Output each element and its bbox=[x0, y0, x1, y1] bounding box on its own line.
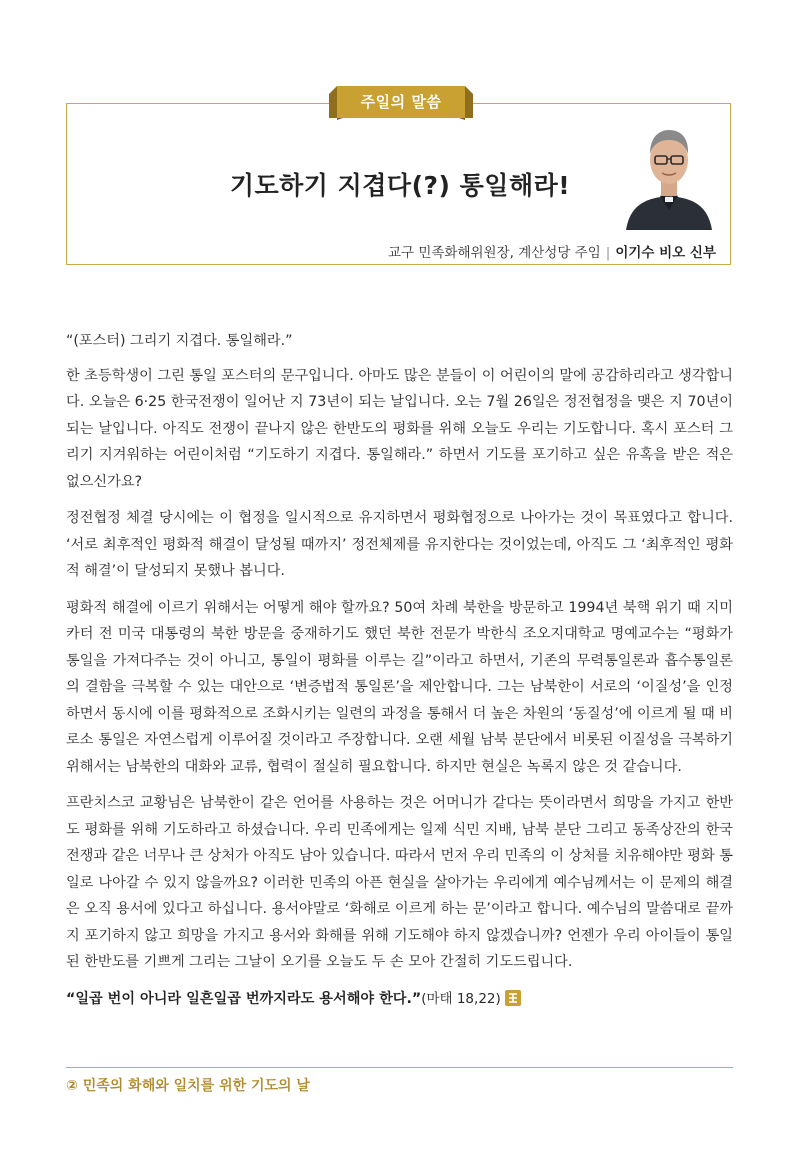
paragraph-opening-quote: “(포스터) 그리기 지겹다. 통일해라.” bbox=[66, 333, 293, 349]
closing-scripture-quote bbox=[66, 986, 733, 1013]
author-portrait-photo bbox=[622, 120, 716, 230]
article-body bbox=[66, 328, 733, 1022]
byline-separator: | bbox=[605, 245, 611, 261]
section-tag-label: 주일의 말씀 bbox=[360, 93, 442, 111]
end-mark-icon bbox=[505, 990, 521, 1006]
footer-divider bbox=[66, 1067, 733, 1068]
author-byline bbox=[388, 241, 716, 261]
footer-note: ② 민족의 화해와 일치를 위한 기도의 날 bbox=[66, 1078, 310, 1094]
paragraph-3: 평화적 해결에 이르기 위해서는 어떻게 해야 할까요? 50여 차례 북한을 방문하고 1994년 북핵 위기 때 지미 카터 전 미국 대통령의 북한 방문을 중재하기도 했던 북한 전문가 박한식 조오지대학교 명예교수는 “평화가 통일을 가져다주는 것이 아니고, 통일이 평화를 이루는 길”이라고 하면서, 기존의 무력통일론과 흡수통일론의 결함을 극복할 수 있는 대안으로 ‘변증법적 통일론’을 제안합니다. 그는 남북한이 서로의 ‘이질성’을 인정하면서 동시에 이를 평화적으로 조화시키는 일련의 과정을 통해서 더 높은 차원의 ‘동질성’에 이르게 될 때 비로소 통일은 자연스럽게 이루어질 것이라고 주장합니다. 오랜 세월 남북 분단에서 비롯된 이질성을 극복하기 위해서는 남북한의 대화와 교류, 협력이 절실히 필요합니다. 하지만 현실은 녹록지 않은 것 같습니다. bbox=[66, 599, 733, 775]
paragraph-4: 프란치스코 교황님은 남북한이 같은 언어를 사용하는 것은 어머니가 같다는 뜻이라면서 희망을 가지고 한반도 평화를 위해 기도하라고 하셨습니다. 우리 민족에게는 일제 식민 지배, 남북 분단 그리고 동족상잔의 한국전쟁과 같은 너무나 큰 상처가 아직도 남아 있습니다. 따라서 먼저 우리 민족의 이 상처를 치유해야만 평화 통일로 나아갈 수 있지 않을까요? 이러한 민족의 아픈 현실을 살아가는 우리에게 예수님께서는 이 문제의 해결은 오직 용서에 있다고 하십니다. 용서야말로 ‘화해로 이르게 하는 문’이라고 합니다. 예수님의 말씀대로 끝까지 포기하지 않고 희망을 가지고 용서와 화해를 위해 기도해야 하지 않겠습니까? 언젠가 우리 아이들이 통일된 한반도를 기쁘게 그리는 그날이 오기를 오늘도 두 손 모아 간절히 기도드립니다. bbox=[66, 795, 733, 970]
scripture-reference: (마태 18,22) bbox=[421, 990, 501, 1007]
paragraph-2: 정전협정 체결 당시에는 이 협정을 일시적으로 유지하면서 평화협정으로 나아가는 것이 목표였다고 합니다. ‘서로 최후적인 평화적 해결이 달성될 때까지’ 정전체제를 유지한다는 것이었는데, 아직도 그 ‘최후적인 평화적 해결’이 달성되지 못했나 봅니다. bbox=[66, 510, 733, 579]
scripture-quote-text: “일곱 번이 아니라 일흔일곱 번까지라도 용서해야 한다.” bbox=[66, 990, 422, 1007]
author-name: 이기수 비오 신부 bbox=[615, 245, 716, 261]
article-title: 기도하기 지겹다(?) 통일해라! bbox=[229, 171, 571, 200]
author-role: 교구 민족화해위원장, 계산성당 주임 bbox=[387, 245, 601, 261]
section-tag bbox=[329, 86, 473, 120]
paragraph-1: 한 초등학생이 그린 통일 포스터의 문구입니다. 아마도 많은 분들이 이 어린이의 말에 공감하리라고 생각합니다. 오늘은 6·25 한국전쟁이 일어난 지 73년이 되는 날입니다. 오는 7월 26일은 정전협정을 맺은 지 70년이 되는 날입니다. 아직도 전쟁이 끝나지 않은 한반도의 평화를 위해 오늘도 우리는 기도합니다. 혹시 포스터 그리기 지겨워하는 어린이처럼 “기도하기 지겹다. 통일해라.” 하면서 기도를 포기하고 싶은 유혹을 받은 적은 없으신가요? bbox=[66, 367, 733, 490]
